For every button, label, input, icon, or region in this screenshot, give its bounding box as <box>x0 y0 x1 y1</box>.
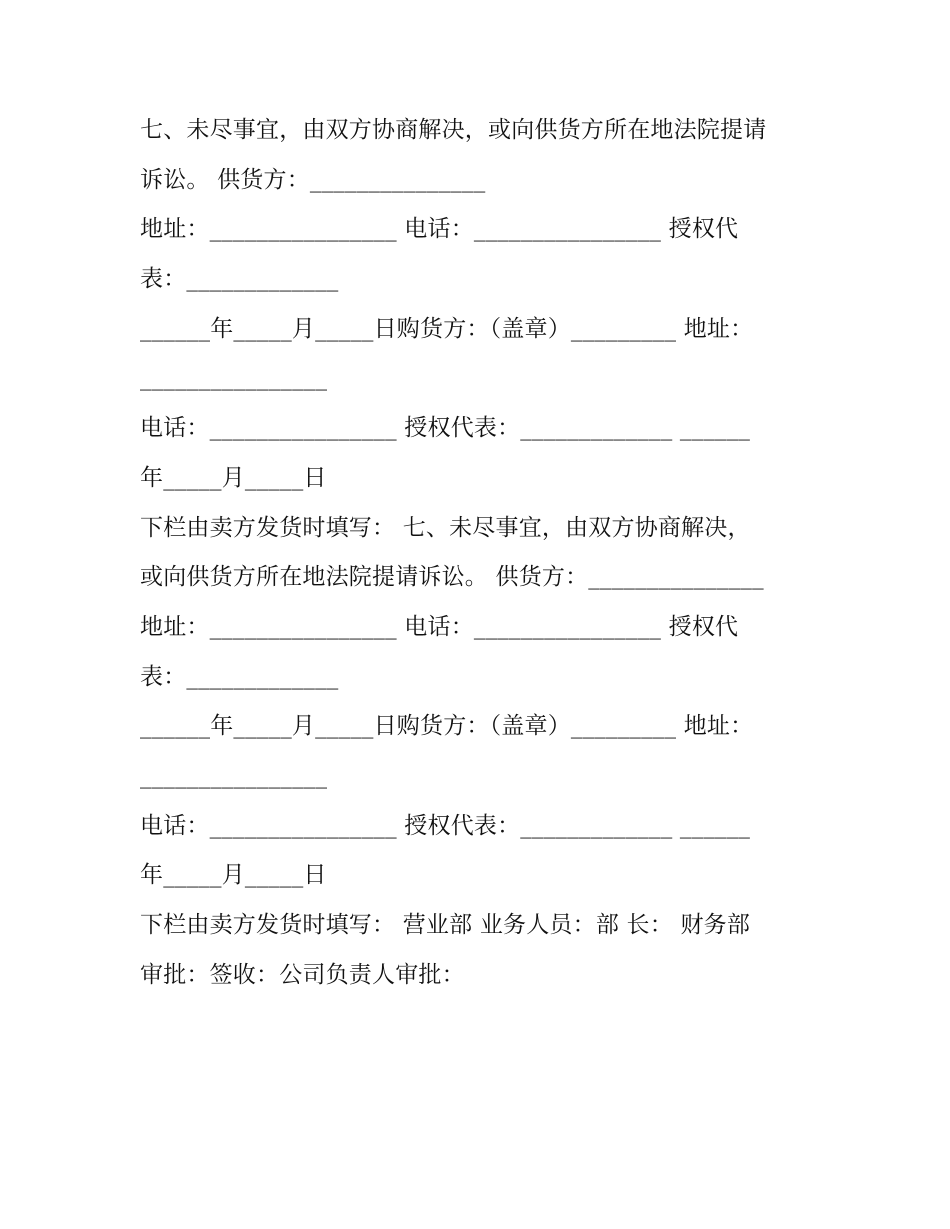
text-line: 年_____月_____日 <box>140 464 327 491</box>
text-line: 审批：签收：公司负责人审批： <box>140 961 465 988</box>
text-line: 表：_____________ <box>140 266 339 293</box>
text-line: 表：_____________ <box>140 663 339 690</box>
text-line: 七、未尽事宜，由双方协商解决，或向供货方所在地法院提请 <box>140 117 767 143</box>
text-line: 地址：________________ 电话：________________ 授权代 <box>140 613 739 640</box>
document-body <box>140 106 820 1000</box>
text-line: ________________ <box>140 365 328 392</box>
text-line: ______年_____月_____日购货方：（盖章）_________ 地址： <box>140 315 754 342</box>
text-line: 下栏由卖方发货时填写： 七、未尽事宜，由双方协商解决， <box>140 514 751 541</box>
text-line: ________________ <box>140 762 328 789</box>
text-line: 下栏由卖方发货时填写： 营业部 业务人员：部 长： 财务部 <box>140 912 751 938</box>
text-line: 电话：________________ 授权代表：_____________ ______ <box>140 812 751 839</box>
text-line: ______年_____月_____日购货方：（盖章）_________ 地址： <box>140 713 754 740</box>
text-line: 地址：________________ 电话：________________ 授权代 <box>140 216 739 243</box>
text-line: 年_____月_____日 <box>140 862 327 889</box>
text-line: 诉讼。 供货方：_______________ <box>140 166 486 193</box>
text-line: 或向供货方所在地法院提请诉讼。 供货方：_______________ <box>140 564 764 591</box>
text-line: 电话：________________ 授权代表：_____________ ______ <box>140 415 751 442</box>
